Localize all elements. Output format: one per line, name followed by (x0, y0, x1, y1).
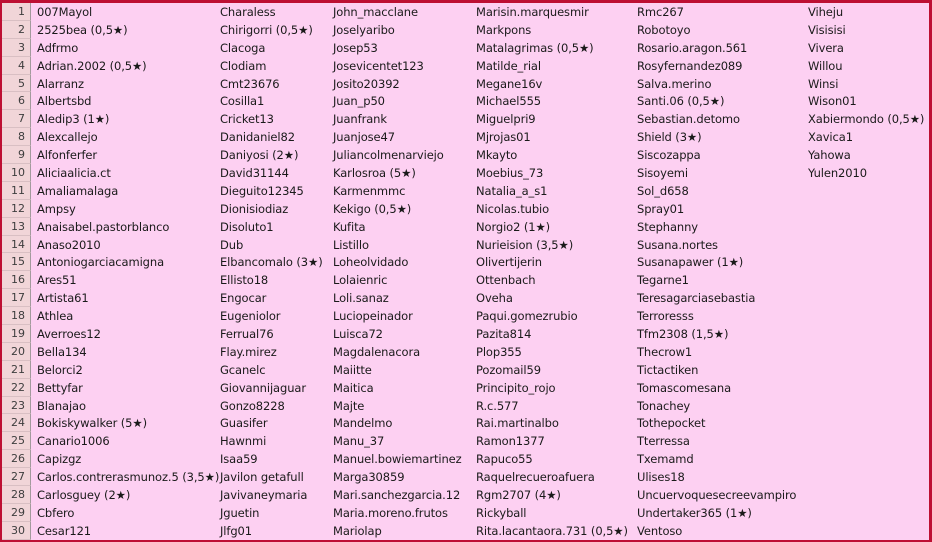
username-cell[interactable]: Rmc267 (637, 4, 684, 19)
username-cell[interactable]: Olivertijerin (476, 255, 542, 270)
username-cell[interactable]: Raquelrecueroafuera (476, 470, 595, 485)
row-number-cell[interactable]: 3 (2, 39, 31, 57)
username-cell[interactable]: Cosilla1 (220, 94, 265, 109)
username-cell[interactable]: Nurieision (3,5★) (476, 237, 574, 252)
username-cell[interactable]: Xavica1 (808, 130, 853, 145)
username-cell[interactable]: Uncuervoquesecreevampiro (637, 487, 797, 502)
username-cell[interactable]: Antoniogarciacamigna (37, 255, 165, 270)
username-cell[interactable]: Jlfg01 (220, 523, 252, 538)
username-cell[interactable]: 2525bea (0,5★) (37, 22, 128, 37)
username-cell[interactable]: Majte (333, 398, 365, 413)
row-number-cell[interactable]: 22 (2, 379, 31, 397)
username-cell[interactable]: Rickyball (476, 505, 527, 520)
username-cell[interactable]: Rapuco55 (476, 452, 533, 467)
username-cell[interactable] (802, 450, 929, 468)
username-cell[interactable]: Cmt23676 (220, 76, 280, 91)
username-cell[interactable]: Winsi (808, 76, 839, 91)
username-cell[interactable]: Tomascomesana (637, 380, 732, 395)
username-cell[interactable]: Giovannijaguar (220, 380, 306, 395)
username-cell[interactable]: Capizgz (37, 452, 82, 467)
username-cell[interactable]: Manu_37 (333, 434, 385, 449)
username-cell[interactable]: Santi.06 (0,5★) (637, 94, 725, 109)
username-cell[interactable]: Cricket13 (220, 112, 274, 127)
username-cell[interactable]: Manuel.bowiemartinez (333, 452, 462, 467)
username-cell[interactable]: Alexcallejo (37, 130, 98, 145)
username-cell[interactable]: Juan_p50 (333, 94, 385, 109)
username-cell[interactable]: Nicolas.tubio (476, 201, 550, 216)
username-cell[interactable]: Chirigorri (0,5★) (220, 22, 313, 37)
username-cell[interactable]: Loli.sanaz (333, 291, 389, 306)
username-cell[interactable]: Rosario.aragon.561 (637, 40, 748, 55)
username-cell[interactable]: Maria.moreno.frutos (333, 505, 448, 520)
row-number-cell[interactable]: 7 (2, 110, 31, 128)
username-cell[interactable] (802, 253, 929, 271)
row-number-cell[interactable]: 11 (2, 182, 31, 200)
username-cell[interactable]: Pazita814 (476, 326, 532, 341)
username-cell[interactable]: Mkayto (476, 148, 518, 163)
username-cell[interactable]: Bella134 (37, 344, 87, 359)
username-cell[interactable]: Undertaker365 (1★) (637, 505, 752, 520)
username-cell[interactable] (802, 271, 929, 289)
username-cell[interactable]: Karmenmmc (333, 183, 406, 198)
username-cell[interactable]: Ellisto18 (220, 273, 269, 288)
username-cell[interactable]: Natalia_a_s1 (476, 183, 548, 198)
username-cell[interactable]: Ottenbach (476, 273, 536, 288)
username-cell[interactable]: Shield (3★) (637, 130, 702, 145)
username-cell[interactable]: Canario1006 (37, 434, 110, 449)
username-cell[interactable]: John_macclane (333, 4, 418, 19)
username-cell[interactable]: Javivaneymaria (220, 487, 308, 502)
username-cell[interactable]: Anaisabel.pastorblanco (37, 219, 170, 234)
username-cell[interactable]: Cesar121 (37, 523, 92, 538)
username-cell[interactable]: Matilde_rial (476, 58, 541, 73)
username-cell[interactable]: Albertsbd (37, 94, 92, 109)
username-cell[interactable] (802, 236, 929, 254)
username-cell[interactable]: Sol_d658 (637, 183, 689, 198)
username-cell[interactable]: Markpons (476, 22, 532, 37)
row-number-cell[interactable]: 28 (2, 486, 31, 504)
username-cell[interactable]: Willou (808, 58, 843, 73)
username-cell[interactable]: Michael555 (476, 94, 541, 109)
username-cell[interactable]: Tictactiken (637, 362, 699, 377)
username-cell[interactable]: Luciopeinador (333, 309, 413, 324)
username-cell[interactable] (802, 504, 929, 522)
username-cell[interactable]: Averroes12 (37, 326, 101, 341)
username-cell[interactable]: Dub (220, 237, 244, 252)
username-cell[interactable]: Luisca72 (333, 326, 383, 341)
username-cell[interactable] (802, 522, 929, 540)
username-cell[interactable]: Rosyfernandez089 (637, 58, 743, 73)
username-cell[interactable]: Tonachey (637, 398, 691, 413)
row-number-cell[interactable]: 10 (2, 164, 31, 182)
row-number-cell[interactable]: 13 (2, 218, 31, 236)
row-number-cell[interactable]: 27 (2, 468, 31, 486)
username-cell[interactable]: Vivera (808, 40, 844, 55)
username-cell[interactable]: Loheolvidado (333, 255, 409, 270)
username-cell[interactable]: Marisin.marquesmir (476, 4, 589, 19)
username-cell[interactable]: Athlea (37, 309, 74, 324)
username-cell[interactable]: Sebastian.detomo (637, 112, 740, 127)
username-cell[interactable]: Jguetin (220, 505, 260, 520)
username-cell[interactable]: Clacoga (220, 40, 266, 55)
username-cell[interactable]: Ferrual76 (220, 326, 274, 341)
username-cell[interactable] (802, 486, 929, 504)
username-cell[interactable]: Anaso2010 (37, 237, 101, 252)
username-cell[interactable]: Aledip3 (1★) (37, 112, 110, 127)
row-number-cell[interactable]: 17 (2, 289, 31, 307)
username-cell[interactable]: Principito_rojo (476, 380, 556, 395)
username-cell[interactable]: Robotoyo (637, 22, 691, 37)
row-number-cell[interactable]: 18 (2, 307, 31, 325)
username-cell[interactable]: Kekigo (0,5★) (333, 201, 412, 216)
username-cell[interactable]: Viheju (808, 4, 844, 19)
username-cell[interactable]: Juanjose47 (333, 130, 395, 145)
username-cell[interactable]: Belorci2 (37, 362, 83, 377)
username-cell[interactable]: Thecrow1 (637, 344, 693, 359)
username-cell[interactable]: Bettyfar (37, 380, 83, 395)
username-cell[interactable]: Txemamd (637, 452, 694, 467)
username-cell[interactable]: Joselyaribo (333, 22, 395, 37)
username-cell[interactable] (802, 182, 929, 200)
username-cell[interactable]: Maiitte (333, 362, 372, 377)
username-cell[interactable]: Norgio2 (1★) (476, 219, 551, 234)
row-number-cell[interactable]: 8 (2, 128, 31, 146)
username-cell[interactable]: Tegarne1 (637, 273, 689, 288)
username-cell[interactable]: Paqui.gomezrubio (476, 309, 578, 324)
username-cell[interactable]: Alfonferfer (37, 148, 98, 163)
username-cell[interactable]: Xabiermondo (0,5★) (808, 112, 925, 127)
username-cell[interactable] (802, 325, 929, 343)
username-cell[interactable]: Adfrmo (37, 40, 79, 55)
username-cell[interactable]: Tterressa (637, 434, 690, 449)
username-cell[interactable]: Plop355 (476, 344, 522, 359)
username-cell[interactable]: Clodiam (220, 58, 267, 73)
row-number-cell[interactable]: 26 (2, 450, 31, 468)
username-cell[interactable]: Disoluto1 (220, 219, 274, 234)
username-cell[interactable]: Danidaniel82 (220, 130, 295, 145)
username-cell[interactable]: Terroresss (637, 309, 694, 324)
row-number-cell[interactable]: 15 (2, 253, 31, 271)
username-cell[interactable]: Adrian.2002 (0,5★) (37, 58, 147, 73)
username-cell[interactable] (802, 289, 929, 307)
username-cell[interactable] (802, 200, 929, 218)
username-cell[interactable]: Ampsy (37, 201, 76, 216)
row-number-cell[interactable]: 16 (2, 271, 31, 289)
username-cell[interactable]: Flay.mirez (220, 344, 277, 359)
row-number-cell[interactable]: 24 (2, 414, 31, 432)
username-cell[interactable]: Carlos.contrerasmunoz.5 (3,5★) (37, 470, 220, 485)
username-cell[interactable]: Tothepocket (637, 416, 706, 431)
username-cell[interactable]: Teresagarciasebastia (637, 291, 756, 306)
username-cell[interactable] (802, 379, 929, 397)
username-cell[interactable]: Alarranz (37, 76, 84, 91)
username-cell[interactable]: Javilon getafull (220, 470, 304, 485)
username-cell[interactable]: Guasifer (220, 416, 268, 431)
username-cell[interactable]: Ulises18 (637, 470, 685, 485)
username-cell[interactable]: Juanfrank (333, 112, 387, 127)
row-number-cell[interactable]: 2 (2, 21, 31, 39)
username-cell[interactable]: Juliancolmenarviejo (333, 148, 444, 163)
row-number-cell[interactable]: 25 (2, 432, 31, 450)
username-cell[interactable]: Susanapawer (1★) (637, 255, 744, 270)
username-cell[interactable]: Engocar (220, 291, 267, 306)
username-cell[interactable]: Visisisi (808, 22, 846, 37)
username-cell[interactable]: Moebius_73 (476, 165, 544, 180)
row-number-cell[interactable]: 14 (2, 236, 31, 254)
row-number-cell[interactable]: 19 (2, 325, 31, 343)
username-cell[interactable]: Kufita (333, 219, 366, 234)
username-cell[interactable] (802, 218, 929, 236)
username-cell[interactable]: Amaliamalaga (37, 183, 119, 198)
username-cell[interactable]: Mandelmo (333, 416, 393, 431)
username-cell[interactable]: R.c.577 (476, 398, 519, 413)
username-cell[interactable]: Matalagrimas (0,5★) (476, 40, 594, 55)
username-cell[interactable] (802, 343, 929, 361)
username-cell[interactable]: Stephanny (637, 219, 699, 234)
username-cell[interactable] (802, 397, 929, 415)
username-cell[interactable]: Sisoyemi (637, 165, 689, 180)
username-cell[interactable]: Yahowa (808, 148, 851, 163)
row-number-cell[interactable]: 5 (2, 75, 31, 93)
username-cell[interactable]: Rai.martinalbo (476, 416, 559, 431)
username-cell[interactable]: Karlosroa (5★) (333, 165, 416, 180)
username-cell[interactable]: Eugeniolor (220, 309, 281, 324)
row-number-cell[interactable]: 6 (2, 92, 31, 110)
username-cell[interactable]: Tfm2308 (1,5★) (637, 326, 729, 341)
username-cell[interactable]: Wison01 (808, 94, 857, 109)
username-cell[interactable]: Ares51 (37, 273, 77, 288)
username-cell[interactable]: Gcanelc (220, 362, 266, 377)
username-cell[interactable]: Marga30859 (333, 470, 405, 485)
username-cell[interactable] (802, 468, 929, 486)
username-cell[interactable]: Hawnmi (220, 434, 267, 449)
row-number-cell[interactable]: 29 (2, 504, 31, 522)
row-number-cell[interactable]: 21 (2, 361, 31, 379)
username-cell[interactable]: Mariolap (333, 523, 382, 538)
username-cell[interactable]: Miguelpri9 (476, 112, 536, 127)
username-cell[interactable]: Josep53 (333, 40, 378, 55)
row-number-cell[interactable]: 23 (2, 397, 31, 415)
username-cell[interactable]: Megane16v (476, 76, 543, 91)
username-cell[interactable]: Pozomail59 (476, 362, 541, 377)
username-cell[interactable]: Lolaienric (333, 273, 388, 288)
username-cell[interactable] (802, 361, 929, 379)
username-cell[interactable]: Mjrojas01 (476, 130, 531, 145)
username-cell[interactable]: Gonzo8228 (220, 398, 285, 413)
username-cell[interactable] (802, 414, 929, 432)
username-cell[interactable]: Mari.sanchezgarcia.12 (333, 487, 461, 502)
spreadsheet-grid (2, 3, 929, 540)
username-cell[interactable]: Spray01 (637, 201, 685, 216)
row-number-cell[interactable]: 4 (2, 57, 31, 75)
username-cell[interactable]: Rgm2707 (4★) (476, 487, 561, 502)
username-cell[interactable]: Listillo (333, 237, 369, 252)
username-cell[interactable]: Josevicentet123 (333, 58, 424, 73)
username-cell[interactable]: 007Mayol (37, 4, 93, 19)
username-cell[interactable]: Maitica (333, 380, 374, 395)
username-cell[interactable]: Josito20392 (333, 76, 400, 91)
username-cell[interactable]: Isaa59 (220, 452, 258, 467)
row-number-cell[interactable]: 20 (2, 343, 31, 361)
username-cell[interactable]: Charaless (220, 4, 276, 19)
username-cell[interactable]: Carlosguey (2★) (37, 487, 131, 502)
username-cell[interactable]: Oveha (476, 291, 513, 306)
username-cell[interactable]: Dieguito12345 (220, 183, 304, 198)
username-cell[interactable]: Ramon1377 (476, 434, 545, 449)
username-cell[interactable] (802, 432, 929, 450)
username-cell[interactable]: Cbfero (37, 505, 75, 520)
username-cell[interactable]: Magdalenacora (333, 344, 421, 359)
username-cell[interactable]: David31144 (220, 165, 289, 180)
username-cell[interactable]: Salva.merino (637, 76, 712, 91)
username-cell[interactable]: Ventoso (637, 523, 683, 538)
username-cell[interactable]: Susana.nortes (637, 237, 718, 252)
row-number-cell[interactable]: 1 (2, 3, 31, 21)
row-number-cell[interactable]: 9 (2, 146, 31, 164)
username-cell[interactable]: Elbancomalo (3★) (220, 255, 323, 270)
username-cell[interactable]: Artista61 (37, 291, 89, 306)
username-cell[interactable]: Aliciaalicia.ct (37, 165, 111, 180)
username-cell[interactable]: Rita.lacantaora.731 (0,5★) (476, 523, 628, 538)
username-cell[interactable]: Daniyosi (2★) (220, 148, 299, 163)
row-number-cell[interactable]: 30 (2, 522, 31, 540)
row-number-cell[interactable]: 12 (2, 200, 31, 218)
username-cell[interactable] (802, 307, 929, 325)
username-cell[interactable]: Bokiskywalker (5★) (37, 416, 147, 431)
username-cell[interactable]: Yulen2010 (808, 165, 867, 180)
username-cell[interactable]: Siscozappa (637, 148, 701, 163)
username-cell[interactable]: Dionisiodiaz (220, 201, 289, 216)
username-cell[interactable]: Blanajao (37, 398, 86, 413)
